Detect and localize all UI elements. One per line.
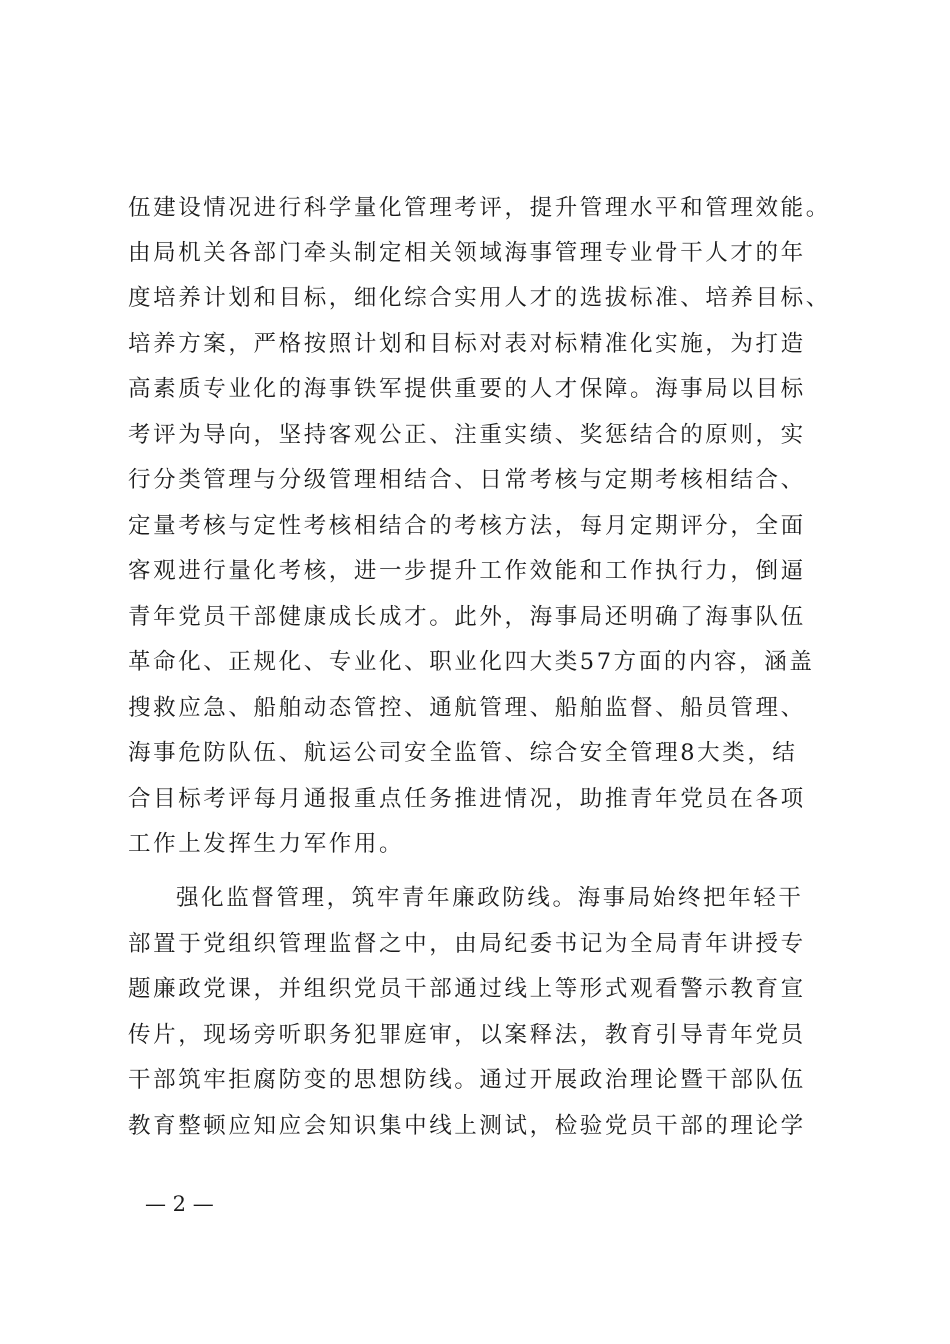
paragraph-1-line: 度培养计划和目标，细化综合实用人才的选拔标准、培养目标、 xyxy=(128,285,831,311)
paragraph-1-line: 高素质专业化的海事铁军提供重要的人才保障。海事局以目标 xyxy=(128,376,806,402)
paragraph-2-line: 传片，现场旁听职务犯罪庭审，以案释法，教育引导青年党员 xyxy=(128,1022,806,1048)
paragraph-2-line: 教育整顿应知应会知识集中线上测试，检验党员干部的理论学 xyxy=(128,1113,806,1139)
paragraph-1-line: 青年党员干部健康成长成才。此外，海事局还明确了海事队伍 xyxy=(128,604,806,630)
paragraph-1-line: 行分类管理与分级管理相结合、日常考核与定期考核相结合、 xyxy=(128,467,806,493)
paragraph-1-line: 海事危防队伍、航运公司安全监管、综合安全管理8大类，结 xyxy=(128,740,798,766)
paragraph-1-line: 考评为导向，坚持客观公正、注重实绩、奖惩结合的原则，实 xyxy=(128,422,806,448)
paragraph-1-line: 革命化、正规化、专业化、职业化四大类57方面的内容，涵盖 xyxy=(128,649,815,675)
paragraph-1-line: 工作上发挥生力军作用。 xyxy=(128,831,405,857)
paragraph-1-line: 培养方案，严格按照计划和目标对表对标精准化实施，为打造 xyxy=(128,331,806,357)
paragraph-1-line: 客观进行量化考核，进一步提升工作效能和工作执行力，倒逼 xyxy=(128,558,806,584)
paragraph-1-line: 搜救应急、船舶动态管控、通航管理、船舶监督、船员管理、 xyxy=(128,695,806,721)
paragraph-1-line: 由局机关各部门牵头制定相关领域海事管理专业骨干人才的年 xyxy=(128,240,806,266)
paragraph-1-line: 定量考核与定性考核相结合的考核方法，每月定期评分，全面 xyxy=(128,513,806,539)
page-number: — 2 — xyxy=(145,1192,214,1216)
paragraph-2-line: 强化监督管理，筑牢青年廉政防线。海事局始终把年轻干 xyxy=(176,885,804,911)
paragraph-1-line: 合目标考评每月通报重点任务推进情况，助推青年党员在各项 xyxy=(128,786,806,812)
paragraph-2-line: 干部筑牢拒腐防变的思想防线。通过开展政治理论暨干部队伍 xyxy=(128,1067,806,1093)
paragraph-1-line: 伍建设情况进行科学量化管理考评，提升管理水平和管理效能。 xyxy=(128,195,831,221)
paragraph-2-line: 部置于党组织管理监督之中，由局纪委书记为全局青年讲授专 xyxy=(128,931,806,957)
paragraph-2-line: 题廉政党课，并组织党员干部通过线上等形式观看警示教育宣 xyxy=(128,976,806,1002)
